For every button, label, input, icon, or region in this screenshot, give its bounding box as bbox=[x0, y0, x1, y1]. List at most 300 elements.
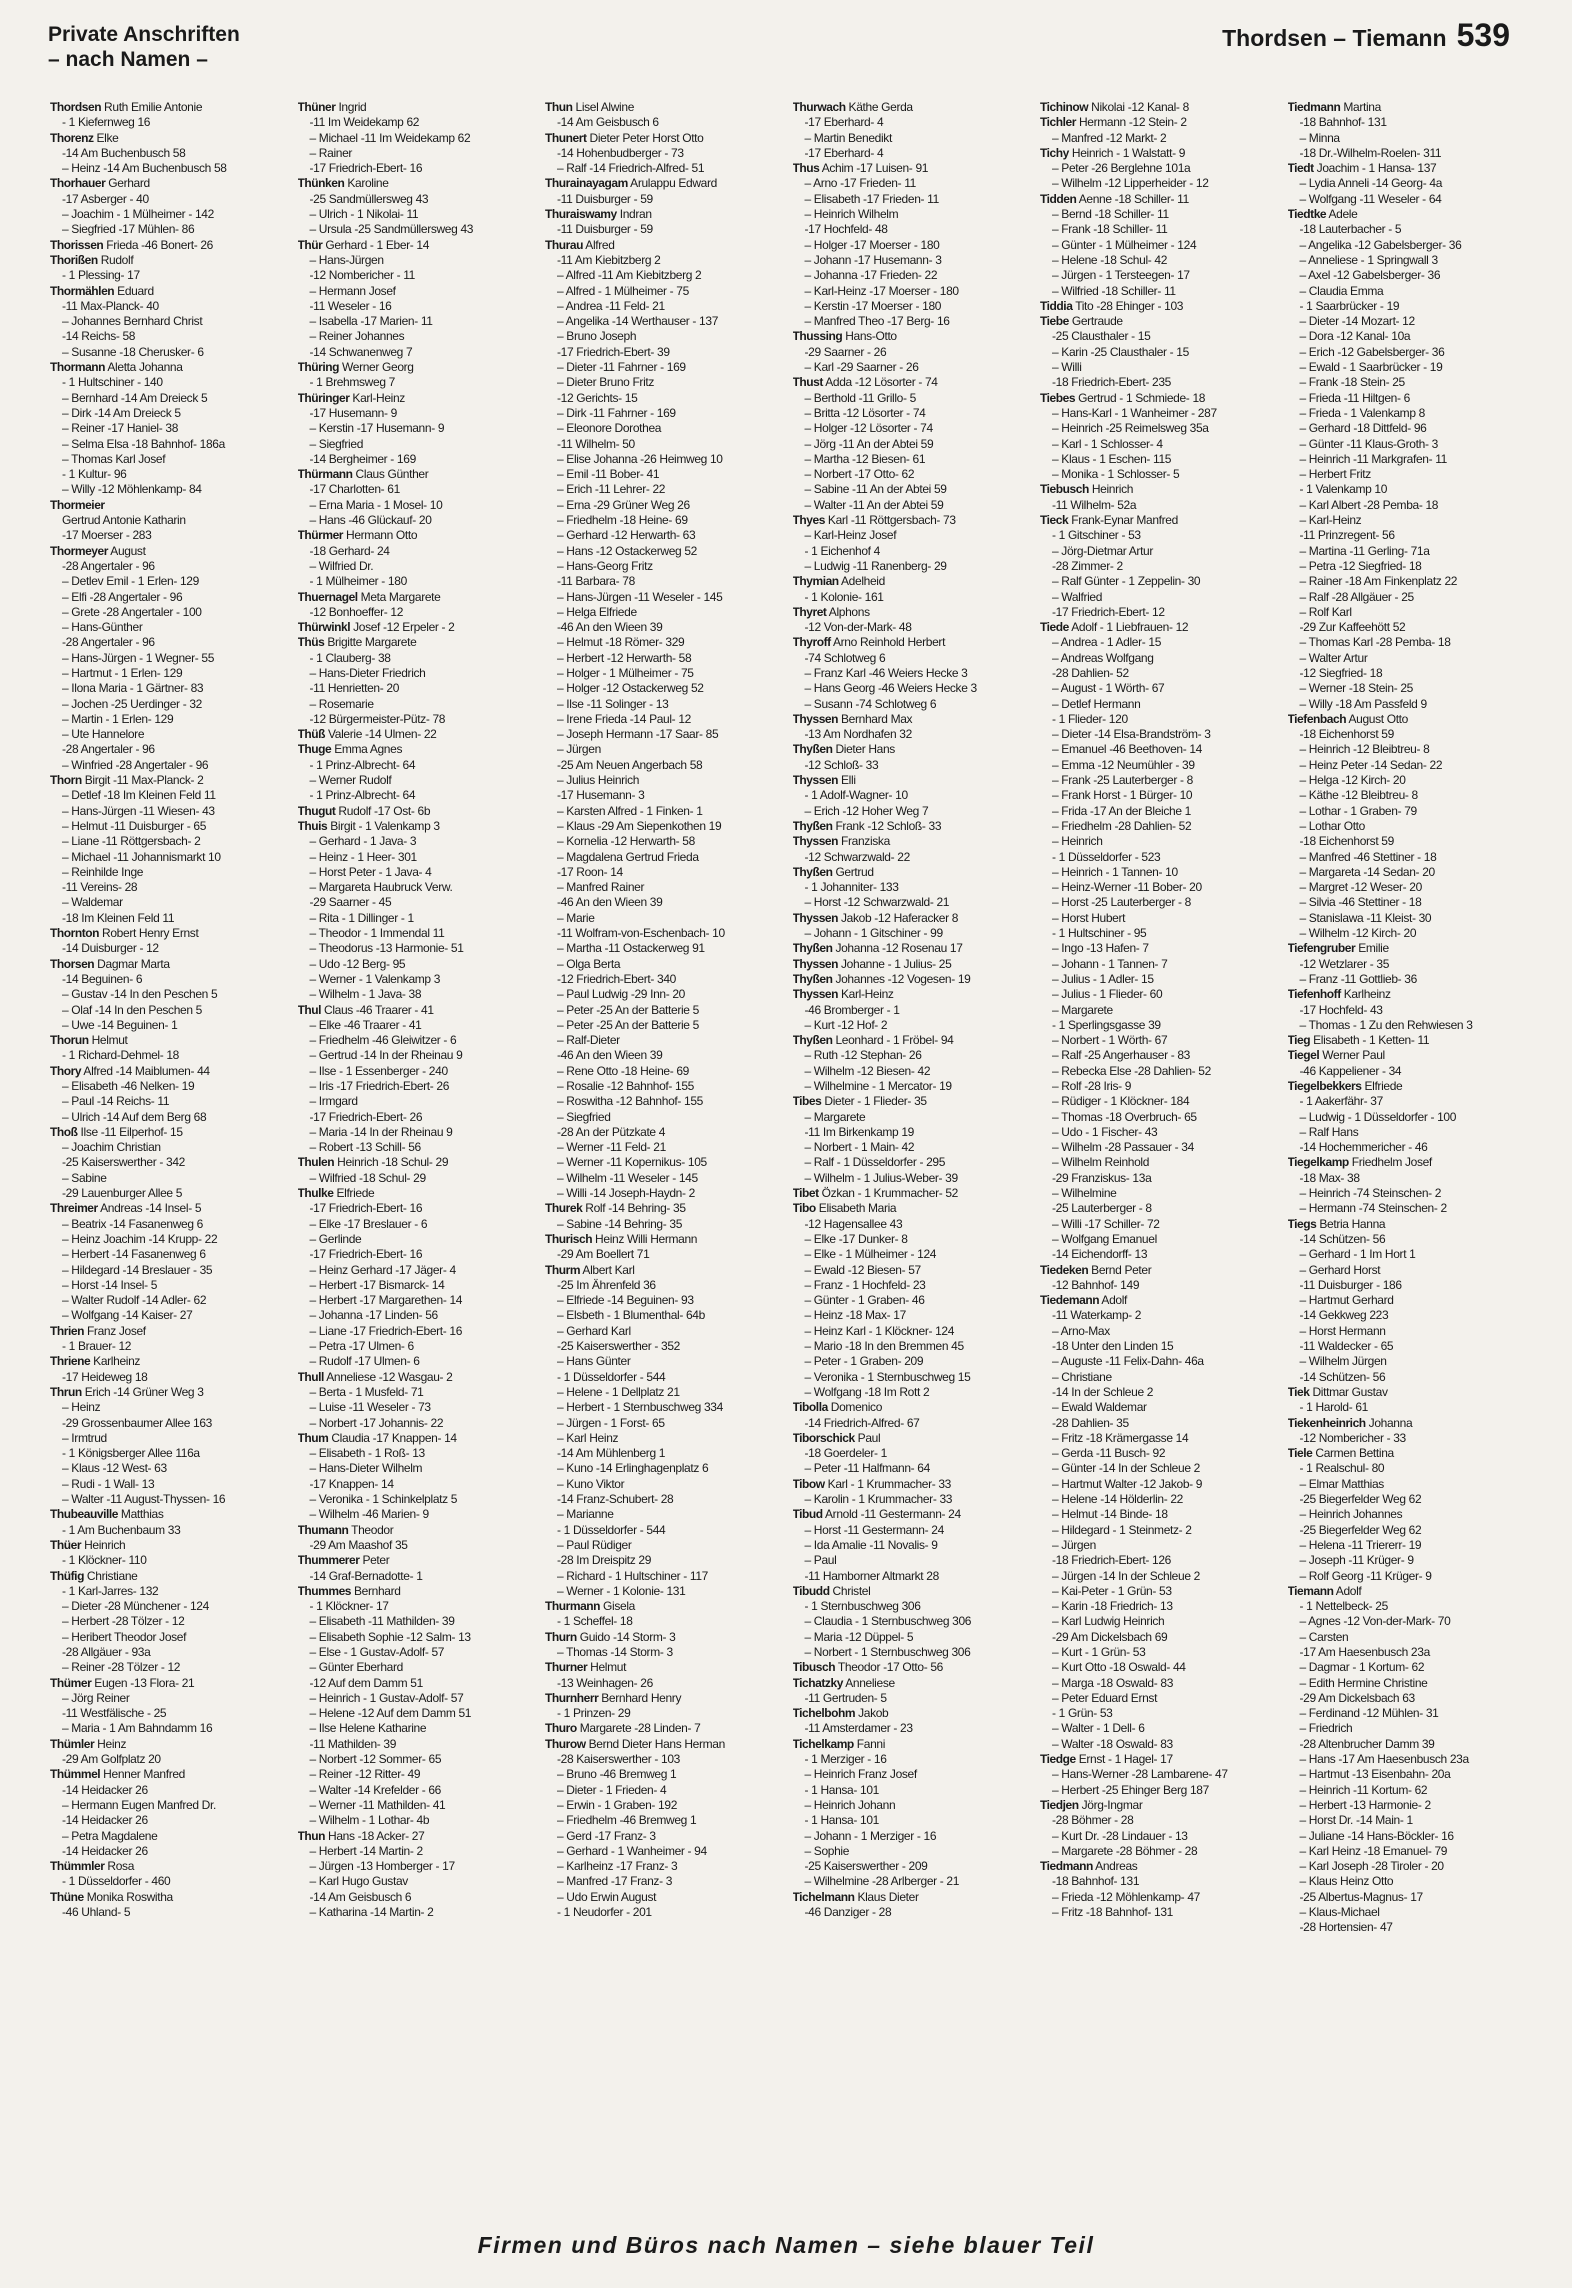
listing-subentry bbox=[50, 666, 288, 681]
entry-text: - 1 Düsseldorfer - 544 bbox=[557, 1369, 666, 1384]
entry-text: – Hildegard - 1 Steinmetz- 2 bbox=[1052, 1522, 1192, 1537]
entry-text: -14 Heidacker 26 bbox=[62, 1813, 148, 1828]
entry-text: Carmen Bettina bbox=[1312, 1446, 1394, 1461]
entry-text: – Olaf -14 In den Peschen 5 bbox=[62, 1002, 202, 1017]
entry-text: -12 Siegfried- 18 bbox=[1299, 665, 1383, 680]
listing-subentry bbox=[1288, 452, 1526, 467]
listing-entry bbox=[50, 1569, 288, 1584]
listing-subentry bbox=[50, 528, 288, 543]
entry-text: Aletta Johanna bbox=[105, 360, 183, 375]
listing-subentry bbox=[50, 1079, 288, 1094]
entry-text: -12 Nombericher - 33 bbox=[1299, 1430, 1406, 1445]
entry-text: – Thomas -14 Storm- 3 bbox=[557, 1644, 673, 1659]
entry-text: – Frieda -12 Möhlenkamp- 47 bbox=[1052, 1889, 1200, 1904]
listing-subentry bbox=[1040, 1614, 1278, 1629]
listing-subentry bbox=[1288, 1920, 1526, 1935]
listing-subentry bbox=[298, 1079, 536, 1094]
entry-text: Eduard bbox=[114, 283, 154, 298]
entry-text: – Wilhelm -46 Marien- 9 bbox=[309, 1507, 429, 1522]
entry-text: - 1 Scheffel- 18 bbox=[557, 1614, 633, 1629]
entry-text: Gertrud Antonie Katharin bbox=[62, 513, 186, 528]
entry-text: - 1 Gitschiner - 53 bbox=[1052, 528, 1141, 543]
listing-subentry bbox=[545, 192, 783, 207]
entry-text: – Manfred -17 Franz- 3 bbox=[557, 1874, 673, 1889]
entry-text: – Willy -18 Am Passfeld 9 bbox=[1299, 696, 1427, 711]
listing-subentry bbox=[545, 1293, 783, 1308]
entry-text: - 1 Königsberger Allee 116a bbox=[62, 1446, 200, 1461]
listing-subentry bbox=[1040, 651, 1278, 666]
listing-subentry bbox=[1288, 788, 1526, 803]
entry-text: – Manfred -12 Markt- 2 bbox=[1052, 130, 1167, 145]
listing-subentry bbox=[545, 299, 783, 314]
listing-subentry bbox=[50, 819, 288, 834]
entry-text: – Heinrich - 1 Gustav-Adolf- 57 bbox=[309, 1690, 464, 1705]
entry-text: -25 Lauterberger - 8 bbox=[1052, 1201, 1152, 1216]
surname: Thüne bbox=[50, 1889, 84, 1904]
entry-text: Gertrud - 1 Schmiede- 18 bbox=[1075, 390, 1206, 405]
surname: Thyroff bbox=[792, 635, 831, 650]
listing-subentry bbox=[298, 1630, 536, 1645]
entry-text: – Johann - 1 Tannen- 7 bbox=[1052, 956, 1168, 971]
listing-subentry bbox=[50, 727, 288, 742]
entry-text: – Wilhelm - 1 Lothar- 4b bbox=[309, 1813, 430, 1828]
listing-subentry bbox=[545, 911, 783, 926]
listing-subentry bbox=[1288, 1721, 1526, 1736]
entry-text: – Gerhard Karl bbox=[557, 1323, 631, 1338]
entry-text: – Günter - 1 Graben- 46 bbox=[804, 1293, 925, 1308]
entry-text: – Heinz Joachim -14 Krupp- 22 bbox=[62, 1231, 218, 1246]
listing-subentry bbox=[545, 1094, 783, 1109]
entry-text: – Richard - 1 Hultschiner - 117 bbox=[557, 1568, 708, 1583]
entry-text: – Jürgen - 1 Forst- 65 bbox=[557, 1415, 665, 1430]
entry-text: – Walfried bbox=[1052, 589, 1103, 604]
listing-subentry bbox=[545, 1523, 783, 1538]
listing-subentry bbox=[1288, 115, 1526, 130]
listing-subentry bbox=[793, 1599, 1031, 1614]
listing-entry bbox=[1288, 1217, 1526, 1232]
listing-subentry bbox=[1288, 1829, 1526, 1844]
listing-subentry bbox=[298, 1767, 536, 1782]
listing-subentry bbox=[50, 1048, 288, 1063]
listing-subentry bbox=[50, 146, 288, 161]
listing-entry bbox=[298, 528, 536, 543]
listing-entry bbox=[298, 742, 536, 757]
listing-subentry bbox=[793, 1538, 1031, 1553]
listing-subentry bbox=[1288, 1477, 1526, 1492]
entry-text: Helmut bbox=[88, 1033, 128, 1048]
entry-text: – Erna -29 Grüner Weg 26 bbox=[557, 497, 690, 512]
entry-text: – Ida Amalie -11 Novalis- 9 bbox=[804, 1537, 938, 1552]
entry-text: -17 Eberhard- 4 bbox=[804, 115, 884, 130]
surname: Thyssen bbox=[792, 910, 839, 925]
entry-text: Emilie bbox=[1355, 941, 1389, 956]
entry-text: – Elke -17 Dunker- 8 bbox=[804, 1231, 908, 1246]
listing-entry bbox=[1040, 1798, 1278, 1813]
listing-subentry bbox=[1040, 1079, 1278, 1094]
entry-text: -17 Friedrich-Ebert- 26 bbox=[309, 1109, 423, 1124]
listing-entry bbox=[1040, 1859, 1278, 1874]
entry-text: – Siegfried bbox=[309, 436, 364, 451]
listing-subentry bbox=[298, 329, 536, 344]
entry-text: -12 Schloß- 33 bbox=[804, 757, 879, 772]
entry-text: – Peter - 1 Graben- 209 bbox=[804, 1354, 924, 1369]
entry-text: – Waldemar bbox=[62, 895, 123, 910]
entry-text: – Heinrich bbox=[1052, 834, 1103, 849]
entry-text: – Werner -11 Mathilden- 41 bbox=[309, 1797, 446, 1812]
listing-subentry bbox=[545, 544, 783, 559]
entry-text: – Lothar Otto bbox=[1299, 818, 1365, 833]
listing-subentry bbox=[50, 513, 288, 528]
surname: Thul bbox=[297, 1002, 322, 1017]
listing-subentry bbox=[298, 1691, 536, 1706]
entry-text: – Walter -11 An der Abtei 59 bbox=[804, 497, 944, 512]
listing-entry bbox=[793, 1676, 1031, 1691]
entry-text: -29 Grossenbaumer Allee 163 bbox=[62, 1415, 212, 1430]
listing-subentry bbox=[50, 1798, 288, 1813]
listing-subentry bbox=[50, 880, 288, 895]
entry-text: - 1 Mülheimer - 180 bbox=[309, 574, 407, 589]
entry-text: – Ralf -28 Allgäuer - 25 bbox=[1299, 589, 1414, 604]
entry-text: Bernhard Henry bbox=[598, 1690, 682, 1705]
entry-text: - 1 Harold- 61 bbox=[1299, 1400, 1368, 1415]
listing-entry bbox=[545, 1691, 783, 1706]
surname: Thulen bbox=[297, 1155, 335, 1170]
entry-text: – Stanislawa -11 Kleist- 30 bbox=[1299, 910, 1432, 925]
listing-subentry bbox=[298, 911, 536, 926]
listing-subentry bbox=[545, 1125, 783, 1140]
listing-subentry bbox=[1288, 1247, 1526, 1262]
listing-entry bbox=[50, 1324, 288, 1339]
listing-subentry bbox=[1040, 1033, 1278, 1048]
surname: Thür bbox=[297, 237, 323, 252]
entry-text: – Norbert - 1 Main- 42 bbox=[804, 1140, 915, 1155]
listing-subentry bbox=[793, 284, 1031, 299]
surname: Thus bbox=[792, 161, 820, 176]
listing-subentry bbox=[545, 804, 783, 819]
entry-text: – Julius Heinrich bbox=[557, 773, 640, 788]
listing-entry bbox=[50, 284, 288, 299]
listing-subentry bbox=[545, 727, 783, 742]
surname: Thüring bbox=[297, 360, 340, 375]
entry-text: – Heinrich -25 Reimelsweg 35a bbox=[1052, 421, 1209, 436]
entry-text: – Heinrich -74 Steinschen- 2 bbox=[1299, 1186, 1442, 1201]
listing-subentry bbox=[1040, 1767, 1278, 1782]
listing-subentry bbox=[1288, 1859, 1526, 1874]
listing-entry bbox=[50, 1201, 288, 1216]
listing-subentry bbox=[1288, 1553, 1526, 1568]
entry-text: – Detlef Hermann bbox=[1052, 696, 1141, 711]
surname: Thyßen bbox=[792, 818, 833, 833]
entry-text: – Heinz Karl - 1 Klöckner- 124 bbox=[804, 1323, 955, 1338]
entry-text: – Sophie bbox=[804, 1843, 850, 1858]
listing-entry bbox=[298, 727, 536, 742]
entry-text: -11 Am Kiebitzberg 2 bbox=[557, 252, 661, 267]
entry-text: Helmut bbox=[587, 1660, 627, 1675]
entry-text: -14 Bergheimer - 169 bbox=[309, 451, 416, 466]
entry-text: – Dieter Bruno Fritz bbox=[557, 375, 655, 390]
listing-subentry bbox=[793, 1829, 1031, 1844]
listing-entry bbox=[1288, 712, 1526, 727]
entry-text: – Hermann -74 Steinschen- 2 bbox=[1299, 1201, 1447, 1216]
surname: Tiedtke bbox=[1287, 207, 1327, 222]
listing-subentry bbox=[1288, 131, 1526, 146]
listing-subentry bbox=[298, 1110, 536, 1125]
listing-subentry bbox=[545, 1308, 783, 1323]
listing-subentry bbox=[1040, 1553, 1278, 1568]
entry-text: -12 Auf dem Damm 51 bbox=[309, 1675, 423, 1690]
listing-subentry bbox=[793, 299, 1031, 314]
entry-text: – Hartmut Gerhard bbox=[1299, 1293, 1394, 1308]
entry-text: – Paul -14 Reichs- 11 bbox=[62, 1094, 170, 1109]
entry-text: -14 Schwanenweg 7 bbox=[309, 344, 413, 359]
surname: Tiborschick bbox=[792, 1430, 855, 1445]
listing-subentry bbox=[1288, 1660, 1526, 1675]
surname: Tieck bbox=[1040, 513, 1069, 528]
listing-subentry bbox=[545, 1752, 783, 1767]
entry-text: -11 Wilhelm- 52a bbox=[1052, 497, 1137, 512]
listing-subentry bbox=[50, 1308, 288, 1323]
listing-subentry bbox=[50, 1293, 288, 1308]
entry-text: Guido -14 Storm- 3 bbox=[576, 1629, 676, 1644]
listing-subentry bbox=[545, 742, 783, 757]
entry-text: – Wilhelm -11 Weseler - 145 bbox=[557, 1170, 698, 1185]
listing-subentry bbox=[793, 268, 1031, 283]
entry-text: – Emma -12 Neumühler - 39 bbox=[1052, 757, 1195, 772]
listing-entry bbox=[793, 513, 1031, 528]
listing-subentry bbox=[298, 268, 536, 283]
listing-subentry bbox=[298, 957, 536, 972]
entry-text: – Herbert - 1 Sternbuschweg 334 bbox=[557, 1400, 723, 1415]
page-number: 539 bbox=[1456, 17, 1510, 53]
entry-text: – Peter -25 An der Batterie 5 bbox=[557, 1017, 699, 1032]
entry-text: - 1 Klöckner- 110 bbox=[62, 1553, 147, 1568]
entry-text: -28 Angertaler - 96 bbox=[62, 558, 155, 573]
entry-text: – Ulrich -14 Auf dem Berg 68 bbox=[62, 1109, 207, 1124]
listing-entry bbox=[793, 987, 1031, 1002]
listing-subentry bbox=[793, 1721, 1031, 1736]
surname: Tiegs bbox=[1287, 1216, 1317, 1231]
entry-text: Frank-Eynar Manfred bbox=[1068, 513, 1178, 528]
listing-subentry bbox=[793, 1247, 1031, 1262]
entry-text: Valerie -14 Ulmen- 22 bbox=[325, 727, 437, 742]
entry-text: – Margarete -28 Böhmer - 28 bbox=[1052, 1843, 1198, 1858]
listing-subentry bbox=[545, 1431, 783, 1446]
entry-text: -28 Angertaler - 96 bbox=[62, 742, 155, 757]
listing-subentry bbox=[1040, 727, 1278, 742]
listing-subentry bbox=[793, 1278, 1031, 1293]
listing-subentry bbox=[1288, 773, 1526, 788]
entry-text: – Ruth -12 Stephan- 26 bbox=[804, 1048, 922, 1063]
entry-text: – Wilhelm - 1 Julius-Weber- 39 bbox=[804, 1170, 958, 1185]
listing-subentry bbox=[1040, 253, 1278, 268]
listing-subentry bbox=[50, 1140, 288, 1155]
listing-subentry bbox=[793, 192, 1031, 207]
listing-subentry bbox=[50, 1813, 288, 1828]
listing-subentry bbox=[298, 1201, 536, 1216]
listing-subentry bbox=[50, 620, 288, 635]
entry-text: -14 Schützen- 56 bbox=[1299, 1369, 1386, 1384]
listing-subentry bbox=[545, 1278, 783, 1293]
surname: Thyßen bbox=[792, 941, 833, 956]
listing-subentry bbox=[50, 681, 288, 696]
entry-text: – Wilhelm -12 Biesen- 42 bbox=[804, 1063, 931, 1078]
entry-text: – Günter - 1 Mülheimer - 124 bbox=[1052, 237, 1197, 252]
surname: Tiedt bbox=[1287, 161, 1314, 176]
listing-subentry bbox=[1040, 437, 1278, 452]
surname: Thyssen bbox=[792, 773, 839, 788]
listing-subentry bbox=[1288, 1278, 1526, 1293]
entry-text: – Elisabeth -17 Frieden- 11 bbox=[804, 191, 939, 206]
entry-text: - 1 Prinzen- 29 bbox=[557, 1706, 631, 1721]
surname: Thyes bbox=[792, 513, 825, 528]
listing-subentry bbox=[50, 1400, 288, 1415]
entry-text: – Karl-Heinz Josef bbox=[804, 528, 897, 543]
listing-subentry bbox=[793, 131, 1031, 146]
listing-entry bbox=[50, 1890, 288, 1905]
listing-subentry bbox=[1040, 1461, 1278, 1476]
entry-text: Käthe Gerda bbox=[845, 100, 913, 114]
listing-subentry bbox=[50, 268, 288, 283]
entry-text: – Günter Eberhard bbox=[309, 1660, 403, 1675]
entry-text: -46 An den Wieen 39 bbox=[557, 620, 663, 635]
surname: Tiegelkamp bbox=[1287, 1155, 1349, 1170]
entry-text: – Johanna -17 Linden- 56 bbox=[309, 1308, 438, 1323]
entry-text: – Arno-Max bbox=[1052, 1323, 1110, 1338]
entry-text: – Carsten bbox=[1299, 1629, 1349, 1644]
surname: Thurisch bbox=[545, 1231, 593, 1246]
listing-entry bbox=[545, 1737, 783, 1752]
entry-text: Josef -12 Erpeler - 2 bbox=[350, 620, 455, 635]
listing-subentry bbox=[793, 1691, 1031, 1706]
entry-text: – Karl Hugo Gustav bbox=[309, 1874, 408, 1889]
listing-subentry bbox=[1288, 284, 1526, 299]
entry-text: – Hans-Jürgen -11 Wiesen- 43 bbox=[62, 803, 215, 818]
entry-text: – Dora -12 Kanal- 10a bbox=[1299, 329, 1411, 344]
surname: Thorhauer bbox=[50, 176, 106, 191]
entry-text: -11 Max-Planck- 40 bbox=[62, 298, 159, 313]
entry-text: – Manfred -46 Stettiner - 18 bbox=[1299, 849, 1437, 864]
surname: Thünken bbox=[297, 176, 345, 191]
listing-subentry bbox=[793, 895, 1031, 910]
entry-text: -14 Duisburger - 12 bbox=[62, 941, 159, 956]
entry-text: – Julius - 1 Adler- 15 bbox=[1052, 971, 1154, 986]
listing-subentry bbox=[1288, 926, 1526, 941]
listing-subentry bbox=[1040, 819, 1278, 834]
listing-subentry bbox=[298, 559, 536, 574]
entry-text: Achim -17 Luisen- 91 bbox=[819, 161, 929, 176]
listing-entry bbox=[545, 1201, 783, 1216]
listing-subentry bbox=[1288, 1492, 1526, 1507]
entry-text: – Veronika - 1 Sternbuschweg 15 bbox=[804, 1369, 971, 1384]
entry-text: – Rolf Karl bbox=[1299, 604, 1352, 619]
entry-text: Andreas bbox=[1092, 1859, 1138, 1874]
listing-subentry bbox=[1288, 1370, 1526, 1385]
entry-text: – Frank -18 Schiller- 11 bbox=[1052, 222, 1168, 237]
listing-subentry bbox=[793, 528, 1031, 543]
entry-text: -14 Am Geisbusch 6 bbox=[309, 1889, 412, 1904]
entry-text: – Hans-Günther bbox=[62, 620, 143, 635]
entry-text: - 1 Hansa- 101 bbox=[804, 1782, 879, 1797]
entry-text: – Wilhelm Jürgen bbox=[1299, 1354, 1387, 1369]
listing-subentry bbox=[793, 666, 1031, 681]
entry-text: -18 Unter den Linden 15 bbox=[1052, 1339, 1174, 1354]
entry-text: – Horst Peter - 1 Java- 4 bbox=[309, 864, 432, 879]
listing-subentry bbox=[793, 207, 1031, 222]
entry-text: – Bernhard -14 Am Dreieck 5 bbox=[62, 390, 208, 405]
entry-text: Eugen -13 Flora- 21 bbox=[91, 1675, 195, 1690]
listing-subentry bbox=[1040, 1140, 1278, 1155]
listing-entry bbox=[298, 1155, 536, 1170]
surname: Thyßen bbox=[792, 864, 833, 879]
surname: Threimer bbox=[50, 1201, 98, 1216]
entry-text: – Irmgard bbox=[309, 1094, 358, 1109]
listing-subentry bbox=[1288, 1706, 1526, 1721]
listing-entry bbox=[545, 1232, 783, 1247]
listing-subentry bbox=[793, 1874, 1031, 1889]
listing-subentry bbox=[50, 1186, 288, 1201]
listing-subentry bbox=[1040, 544, 1278, 559]
entry-text: – Reiner Johannes bbox=[309, 329, 405, 344]
listing-entry bbox=[1040, 100, 1278, 115]
entry-text: – Gerlinde bbox=[309, 1231, 362, 1246]
listing-entry bbox=[50, 1538, 288, 1553]
entry-text: Leonhard - 1 Fröbel- 94 bbox=[832, 1033, 954, 1048]
entry-text: – Walter - 1 Dell- 6 bbox=[1052, 1721, 1145, 1736]
surname: Tiefengruber bbox=[1287, 941, 1356, 956]
listing-subentry bbox=[1288, 895, 1526, 910]
entry-text: – Robert -13 Schill- 56 bbox=[309, 1140, 421, 1155]
entry-text: - 1 Johanniter- 133 bbox=[804, 880, 899, 895]
listing-entry bbox=[793, 161, 1031, 176]
entry-text: -25 Kaiserswerther - 352 bbox=[557, 1339, 680, 1354]
entry-text: – Ralf Hans bbox=[1299, 1124, 1359, 1139]
entry-text: Arnold -11 Gestermann- 24 bbox=[822, 1507, 961, 1522]
entry-text: – Martha -12 Biesen- 61 bbox=[804, 451, 926, 466]
surname: Thorun bbox=[50, 1033, 89, 1048]
listing-subentry bbox=[1288, 421, 1526, 436]
listing-subentry bbox=[50, 1492, 288, 1507]
surname: Thümer bbox=[50, 1675, 92, 1690]
entry-text: – Gerda -11 Busch- 92 bbox=[1052, 1446, 1166, 1461]
listing-entry bbox=[1040, 299, 1278, 314]
listing-subentry bbox=[50, 574, 288, 589]
entry-text: – Kornelia -12 Herwarth- 58 bbox=[557, 834, 695, 849]
surname: Thürmann bbox=[297, 467, 353, 482]
entry-text: - 1 Nettelbeck- 25 bbox=[1299, 1599, 1388, 1614]
entry-text: – Jürgen bbox=[1052, 1537, 1096, 1552]
surname: Tiefenhoff bbox=[1287, 987, 1341, 1002]
listing-subentry bbox=[298, 345, 536, 360]
entry-text: – Elise Johanna -26 Heimweg 10 bbox=[557, 451, 723, 466]
listing-subentry bbox=[1040, 1354, 1278, 1369]
listing-entry bbox=[1288, 1416, 1526, 1431]
entry-text: – Kurt -12 Hof- 2 bbox=[804, 1017, 888, 1032]
entry-text: Heinrich -18 Schul- 29 bbox=[334, 1155, 449, 1170]
entry-text: -28 Dahlien- 35 bbox=[1052, 1415, 1129, 1430]
entry-text: Aenne -18 Schiller- 11 bbox=[1076, 191, 1189, 206]
entry-text: – Elisabeth -11 Mathilden- 39 bbox=[309, 1614, 455, 1629]
listing-entry bbox=[50, 957, 288, 972]
listing-subentry bbox=[1288, 1186, 1526, 1201]
listing-subentry bbox=[545, 1645, 783, 1660]
entry-text: -11 Wilhelm- 50 bbox=[557, 436, 635, 451]
listing-column bbox=[50, 100, 288, 2185]
listing-subentry bbox=[50, 651, 288, 666]
entry-text: – Ferdinand -12 Mühlen- 31 bbox=[1299, 1706, 1439, 1721]
listing-subentry bbox=[1040, 1507, 1278, 1522]
listing-subentry bbox=[1040, 559, 1278, 574]
listing-subentry bbox=[545, 268, 783, 283]
